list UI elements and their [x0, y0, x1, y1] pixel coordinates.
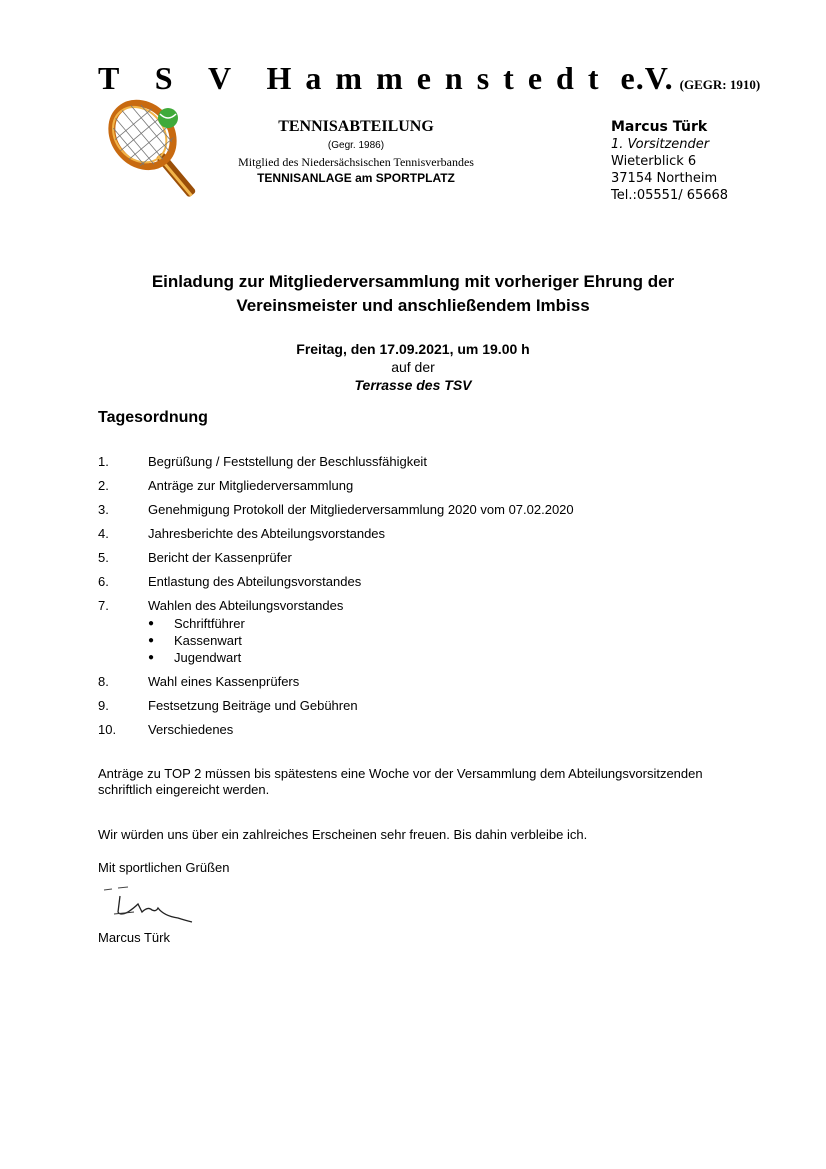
department-founded: (Gegr. 1986): [327, 140, 385, 151]
agenda-item: [98, 722, 738, 738]
signer-name: Marcus Türk: [98, 930, 170, 945]
agenda-item-text: Genehmigung Protokoll der Mitgliederversammlung 2020 vom 07.02.2020: [148, 502, 574, 517]
agenda-title: Tagesordnung: [98, 409, 208, 426]
bullet-icon: ●: [148, 618, 155, 629]
invitation-headline: [100, 270, 726, 318]
agenda-item: [98, 574, 738, 590]
agenda-item: [98, 550, 738, 566]
headline-line-1: Einladung zur Mitgliederversammlung mit vorheriger Ehrung der: [151, 272, 675, 291]
agenda-item: [98, 478, 738, 494]
agenda-item: [98, 502, 738, 518]
sub-list-item-text: Kassenwart: [174, 633, 242, 648]
handwritten-signature: [98, 882, 198, 926]
event-date-time: Freitag, den 17.09.2021, um 19.00 h: [296, 341, 530, 357]
sub-list-item: [148, 649, 343, 666]
tennis-racket-logo: [96, 96, 216, 206]
department-block: [218, 116, 494, 186]
sub-list-item: [148, 615, 343, 632]
agenda-item-text: Anträge zur Mitgliederversammlung: [148, 478, 354, 493]
agenda-item-text: Wahlen des Abteilungsvorstandes: [148, 598, 344, 613]
contact-street: Wieterblick 6: [611, 154, 697, 169]
department-membership: Mitglied des Niedersächsischen Tennisverbandes: [238, 155, 474, 169]
agenda-item-number: 7.: [98, 598, 109, 613]
bullet-icon: ●: [148, 635, 155, 646]
sub-list-item: [148, 632, 343, 649]
agenda-item-text: Festsetzung Beiträge und Gebühren: [148, 698, 358, 713]
club-founded: (GEGR: 1910): [679, 77, 761, 92]
club-name: T S V Hammenstedt: [98, 60, 613, 96]
agenda-item-number: 3.: [98, 502, 109, 517]
closing-thanks: Wir würden uns über ein zahlreiches Erscheinen sehr freuen. Bis dahin verbleibe ich.: [98, 827, 588, 842]
contact-block: [611, 119, 728, 204]
agenda-list: [98, 454, 738, 746]
event-location-prefix: auf der: [391, 359, 435, 375]
agenda-item-body: [148, 598, 343, 666]
agenda-item-text: Verschiedenes: [148, 722, 234, 737]
contact-city: 37154 Northeim: [611, 171, 718, 186]
department-name: TENNISABTEILUNG: [278, 118, 434, 135]
agenda-item-text: Bericht der Kassenprüfer: [148, 550, 292, 565]
agenda-item-number: 6.: [98, 574, 109, 589]
contact-name: Marcus Türk: [611, 119, 708, 135]
agenda-item: [98, 698, 738, 714]
agenda-item-number: 4.: [98, 526, 109, 541]
agenda-item-number: 1.: [98, 454, 109, 469]
sub-list-item-text: Schriftführer: [174, 616, 245, 631]
contact-phone: Tel.:05551/ 65668: [611, 188, 729, 203]
agenda-item: [98, 674, 738, 690]
election-sub-list: [148, 615, 343, 666]
contact-role: 1. Vorsitzender: [611, 137, 710, 152]
agenda-item-text: Jahresberichte des Abteilungsvorstandes: [148, 526, 386, 541]
agenda-item-number: 5.: [98, 550, 109, 565]
agenda-item-number: 8.: [98, 674, 109, 689]
sub-list-item-text: Jugendwart: [174, 650, 242, 665]
headline-line-2: Vereinsmeister und anschließendem Imbiss: [236, 296, 590, 315]
bullet-icon: ●: [148, 652, 155, 663]
proposal-note: Anträge zu TOP 2 müssen bis spätestens eine Woche vor der Versammlung dem Abteilungsvorsitzenden schriftlich eingereicht werden.: [98, 766, 703, 797]
agenda-item-text: Begrüßung / Feststellung der Beschlussfähigkeit: [148, 454, 427, 469]
agenda-item-number: 2.: [98, 478, 109, 493]
closing-greeting: Mit sportlichen Grüßen: [98, 860, 230, 875]
agenda-item: [98, 526, 738, 542]
agenda-item-number: 9.: [98, 698, 109, 713]
department-facility: TENNISANLAGE am SPORTPLATZ: [257, 171, 455, 185]
club-suffix: e.V.: [620, 60, 674, 96]
agenda-item-number: 10.: [98, 722, 117, 737]
event-location: Terrasse des TSV: [354, 377, 472, 393]
agenda-item: [98, 454, 738, 470]
agenda-item-text: Wahl eines Kassenprüfers: [148, 674, 300, 689]
event-details: [100, 340, 726, 394]
agenda-item-text: Entlastung des Abteilungsvorstandes: [148, 574, 362, 589]
club-title: [98, 60, 760, 97]
agenda-item: [98, 598, 738, 666]
